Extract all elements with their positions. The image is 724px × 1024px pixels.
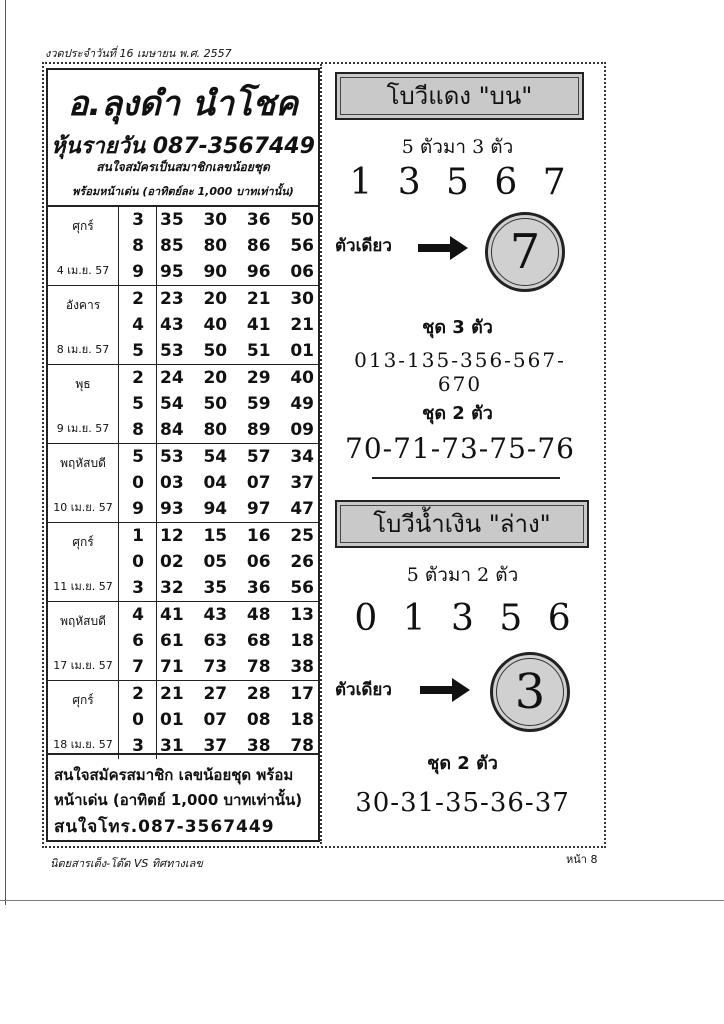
footer-phone: สนใจโทร.087-3567449 [54,817,275,837]
pair-number: 31 [160,736,184,756]
pair-number: 53 [160,341,184,361]
lead-digit: 8 [132,420,144,440]
table-row [48,602,318,628]
pair-number: 01 [160,710,184,730]
pair-number: 43 [160,315,184,335]
number-set [160,654,314,680]
pair-number: 95 [160,262,184,282]
pair-number: 49 [290,394,314,414]
pair-number: 71 [160,657,184,677]
pair-number: 43 [203,605,228,625]
stats-table [48,207,318,759]
table-row [48,365,318,391]
lead-digit: 9 [132,499,144,519]
pair-number: 38 [290,657,314,677]
pair-number: 84 [160,420,184,440]
pair-number: 41 [246,315,271,335]
day-block [48,523,318,602]
bottom-single-digit: 3 [514,664,546,720]
lead-digit: 0 [132,710,144,730]
lead-digit: 0 [132,473,144,493]
header-line-2: พร้อมหน้าเด่น (อาทิตย์ละ 1,000 บาทเท่านั้น) [72,185,294,198]
pair-number: 97 [246,499,271,519]
pair-number: 54 [203,447,228,467]
pair-number: 13 [290,605,314,625]
pair-number: 37 [290,473,314,493]
pair-number: 18 [290,710,314,730]
bottom-banner-text: โบวีน้ำเงิน "ล่าง" [373,510,551,538]
number-set [160,286,314,312]
pair-number: 40 [203,315,228,335]
pair-number: 68 [246,631,271,651]
right-arrow-icon [420,678,470,702]
day-block [48,365,318,444]
day-name: พฤหัสบดี [60,614,106,628]
pair-number: 08 [246,710,271,730]
table-row [48,523,318,549]
table-row [48,707,318,733]
pair-number: 93 [160,499,184,519]
day-name: พฤหัสบดี [60,456,106,470]
number-set [160,549,314,575]
pair-number: 35 [203,578,228,598]
top-banner [335,72,584,120]
table-row [48,496,318,522]
pair-number: 06 [246,552,271,572]
set3-label: ชุด 3 ตัว [422,317,493,338]
magazine-name: นิตยสารเต็ง-โต๊ด VS ทิศทางเลข [50,857,203,870]
table-row [48,444,318,470]
pair-number: 96 [246,262,271,282]
pair-number: 03 [160,473,184,493]
pair-number: 53 [160,447,184,467]
top-single-circle [485,212,565,292]
page-number: หน้า 8 [566,853,598,866]
number-set [160,365,314,391]
pair-number: 28 [246,684,271,704]
day-date: 9 เม.ย. 57 [56,422,110,435]
pair-number: 18 [290,631,314,651]
pair-number: 94 [203,499,228,519]
pair-number: 25 [290,526,314,546]
lead-digit: 2 [132,289,144,309]
pair-number: 20 [203,368,228,388]
pair-number: 78 [290,736,314,756]
pair-number: 50 [203,341,228,361]
pair-number: 63 [203,631,228,651]
number-set [160,233,314,259]
pair-number: 29 [246,368,271,388]
pair-number: 21 [290,315,314,335]
panel-header [48,70,318,207]
day-date: 10 เม.ย. 57 [53,501,113,514]
pair-number: 27 [203,684,228,704]
pair-number: 56 [290,578,314,598]
lead-digit: 2 [132,684,144,704]
pair-number: 80 [203,420,228,440]
pair-number: 21 [160,684,184,704]
table-row [48,470,318,496]
number-set [160,444,314,470]
number-set [160,575,314,601]
day-block [48,602,318,681]
pair-number: 89 [246,420,271,440]
table-row [48,549,318,575]
pair-number: 51 [246,341,271,361]
pair-number: 24 [160,368,184,388]
pair-number: 32 [160,578,184,598]
lead-digit: 8 [132,236,144,256]
pair-number: 36 [246,578,271,598]
footer-line-2: หน้าเด่น (อาทิตย์ 1,000 บาทเท่านั้น) [54,791,303,809]
day-date: 11 เม.ย. 57 [53,580,113,593]
pair-number: 61 [160,631,184,651]
day-date: 17 เม.ย. 57 [53,659,113,672]
table-row [48,312,318,338]
table-row [48,286,318,312]
pair-number: 12 [160,526,184,546]
pair-number: 02 [160,552,184,572]
pair-number: 57 [246,447,271,467]
top-digits: 1 3 5 6 7 [349,162,566,203]
lead-digit: 5 [132,447,144,467]
lead-digit: 6 [132,631,144,651]
number-set [160,259,314,285]
bottom-single-label: ตัวเดียว [335,680,392,700]
pair-number: 15 [203,526,228,546]
table-row [48,391,318,417]
pair-number: 20 [203,289,228,309]
table-row [48,233,318,259]
day-name: ศุกร์ [72,693,94,707]
pair-number: 80 [203,236,228,256]
day-block [48,207,318,286]
header-line-1: สนใจสมัครเป็นสมาชิกเลขน้อยชุด [96,160,270,174]
number-set [160,523,314,549]
bottom-banner [335,500,589,548]
pair-number: 37 [203,736,228,756]
brand-title: อ.ลุงดำ นำโชค [67,84,299,124]
lead-digit: 3 [132,210,144,230]
day-block [48,286,318,365]
pair-number: 90 [203,262,228,282]
bottom-digits: 0 1 3 5 6 [354,598,571,639]
section-rule [372,477,560,479]
pair-number: 01 [290,341,314,361]
top-set2-label: ชุด 2 ตัว [422,403,493,424]
pair-number: 40 [290,368,314,388]
lead-digit: 4 [132,315,144,335]
lead-digit: 1 [132,526,144,546]
pair-number: 16 [246,526,271,546]
table-row [48,259,318,285]
pair-number: 26 [290,552,314,572]
day-name: ศุกร์ [72,219,94,233]
pair-number: 56 [290,236,314,256]
lead-digit: 0 [132,552,144,572]
number-set [160,602,314,628]
lead-digit: 7 [132,657,144,677]
pair-number: 30 [290,289,314,309]
set3-values: 013-135-356-567-670 [354,348,566,396]
lead-digit: 3 [132,578,144,598]
table-row [48,628,318,654]
table-row [48,417,318,443]
bottom-subtitle: 5 ตัวมา 2 ตัว [406,564,519,586]
top-single-label: ตัวเดียว [335,236,392,256]
bottom-set2-values: 30-31-35-36-37 [355,788,570,818]
lead-digit: 9 [132,262,144,282]
dotted-divider [320,64,322,844]
pair-number: 50 [290,210,314,230]
pair-number: 47 [290,499,314,519]
pair-number: 38 [246,736,271,756]
lead-digit: 5 [132,341,144,361]
panel-footer [48,753,318,842]
pair-number: 48 [246,605,271,625]
bottom-set2-label: ชุด 2 ตัว [427,753,498,774]
pair-number: 59 [246,394,271,414]
table-row [48,654,318,680]
pair-number: 50 [203,394,228,414]
pair-number: 23 [160,289,184,309]
right-arrow-icon [418,236,468,260]
pair-number: 36 [246,210,271,230]
table-row [48,338,318,364]
pair-number: 05 [203,552,228,572]
day-date: 8 เม.ย. 57 [56,343,110,356]
pair-number: 35 [160,210,184,230]
number-set [160,707,314,733]
pair-number: 07 [203,710,228,730]
table-row [48,575,318,601]
pair-number: 06 [290,262,314,282]
pair-number: 85 [160,236,184,256]
pair-number: 30 [203,210,228,230]
page-bottom-edge [0,900,724,901]
pair-number: 78 [246,657,271,677]
number-set [160,496,314,522]
pair-number: 86 [246,236,271,256]
number-set [160,681,314,707]
top-set2-values: 70-71-73-75-76 [345,432,575,465]
number-set [160,470,314,496]
pair-number: 73 [203,657,228,677]
day-date: 18 เม.ย. 57 [53,738,113,751]
lead-digit: 3 [132,736,144,756]
pair-number: 09 [290,420,314,440]
number-set [160,391,314,417]
top-single-digit: 7 [509,224,541,280]
number-set [160,417,314,443]
number-set [160,628,314,654]
pair-number: 07 [246,473,271,493]
day-name: อังคาร [65,298,101,312]
table-row [48,207,318,233]
day-block [48,681,318,759]
phone-line: หุ้นรายวัน 087-3567449 [51,134,315,159]
pair-number: 04 [203,473,228,493]
page-edge [0,0,6,905]
table-row [48,681,318,707]
lead-digit: 2 [132,368,144,388]
pair-number: 17 [290,684,314,704]
footer-line-1: สนใจสมัครสมาชิก เลขน้อยชุด พร้อม [54,766,294,784]
pair-number: 41 [160,605,184,625]
pair-number: 21 [246,289,271,309]
top-subtitle: 5 ตัวมา 3 ตัว [401,136,514,158]
number-set [160,207,314,233]
pair-number: 34 [290,447,314,467]
lead-digit: 4 [132,605,144,625]
bottom-single-circle [490,652,570,732]
day-date: 4 เม.ย. 57 [56,264,110,277]
day-name: ศุกร์ [72,535,94,549]
lead-digit: 5 [132,394,144,414]
left-panel [46,68,320,842]
issue-date: งวดประจำวันที่ 16 เมษายน พ.ศ. 2557 [45,47,232,60]
day-block [48,444,318,523]
pair-number: 54 [160,394,184,414]
top-banner-text: โบวีแดง "บน" [386,82,533,110]
number-set [160,312,314,338]
day-name: พุธ [75,377,91,391]
number-set [160,338,314,364]
